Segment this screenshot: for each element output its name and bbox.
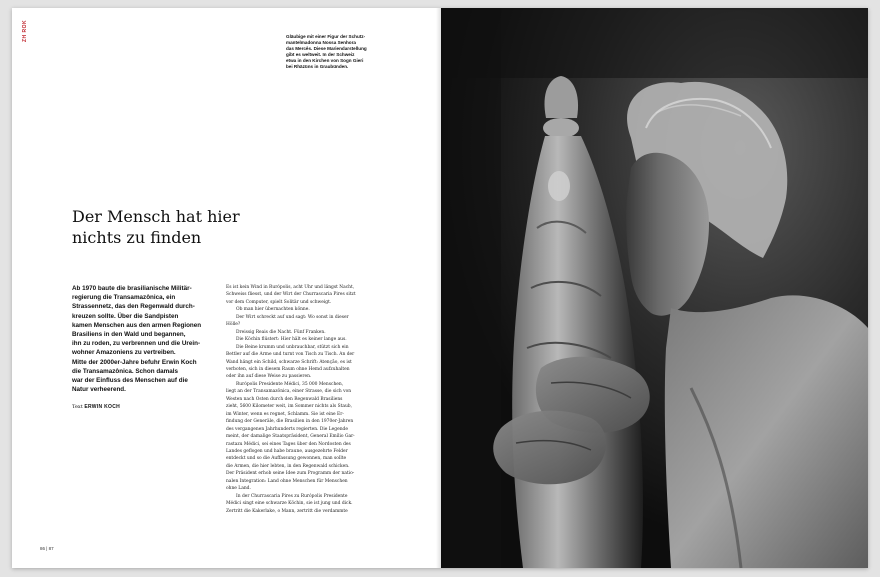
- photo-caption: [286, 34, 406, 71]
- body-line: zieht, 5600 Kilometer weit, im Sommer nichts als Staub,: [226, 404, 352, 410]
- page-numbers: 86 | 87: [40, 546, 54, 551]
- caption-line: bei Rhäzüns in Graubünden.: [286, 64, 349, 70]
- body-line: Médici singt eine schwarze Köchin, sie ist jung und dick.: [226, 501, 353, 507]
- body-line: die Armen, die hier lebten, in den Regenwald schicken.: [226, 463, 350, 469]
- lead-line: ihn zu roden, zu verbrennen und die Urein-: [72, 340, 201, 348]
- caption-line: mantelmadonna Nossa Senhora: [286, 40, 356, 46]
- body-line: findung der Generäle, die Brasilien in den 1970er-Jahren: [226, 419, 354, 425]
- left-page: [12, 8, 441, 568]
- caption-line: etwa in den Kirchen von Sogn Gieri: [286, 58, 364, 64]
- body-line: In der Churrascaria Pires zu Rurópolis Presidente: [236, 493, 348, 499]
- body-line: Schweiss fliesst, und der Wirt der Churrascaria Pires sitzt: [226, 292, 356, 298]
- lead-line: Natur verheerend.: [72, 386, 126, 394]
- statue-face: [548, 171, 570, 201]
- article-body: [226, 284, 394, 515]
- body-line: im Winter, wenn es regnet, Schlamm. Sie ist eine Er-: [226, 411, 344, 417]
- body-line: Hölle?: [226, 322, 241, 328]
- shirt-shape: [665, 295, 868, 568]
- hand-lower: [493, 411, 606, 485]
- lead-line: regierung die Transamazônica, ein: [72, 294, 176, 302]
- caption-line: das Mercês. Diese Mariendarstellung: [286, 46, 367, 52]
- body-line: Dreissig Reais die Nacht. Fünf Franken.: [236, 329, 326, 335]
- byline-prefix: Text: [72, 404, 83, 410]
- lead-line: war der Einfluss des Menschen auf die: [72, 377, 188, 385]
- body-line: Landes geflogen und habe braune, ausgezehrte Felder: [226, 448, 348, 454]
- lead-line: Strassennetz, das den Regenwald durch-: [72, 303, 195, 311]
- body-line: Die Beine krumm und unbrauchbar, stützt sich ein: [236, 344, 349, 350]
- body-line: verboten, sich in diesem Raum ohne Hemd aufzuhalten: [226, 366, 350, 372]
- body-line: Zertritt die Kakerlake, o Mann, zertritt die verdammte: [226, 508, 348, 514]
- body-line: rastazu Médici, sei eines Tages über den Nordosten des: [226, 441, 351, 447]
- body-line: entdeckt und so die Auffassung gewonnen, man sollte: [226, 456, 347, 462]
- headline-line: nichts zu finden: [72, 228, 202, 247]
- headline-line: Der Mensch hat hier: [72, 207, 240, 226]
- body-line: Westen nach Osten durch den Regenwald Brasiliens: [226, 396, 343, 402]
- body-line: vor dem Computer, spielt Solitär und schweigt.: [226, 299, 332, 305]
- magazine-spread: [12, 8, 868, 568]
- woman-with-madonna-photo: [441, 8, 868, 568]
- body-line: oder ihn auf diese Weise zu passieren.: [226, 374, 312, 380]
- caption-line: Gläubige mit einer Figur der Schutz-: [286, 34, 366, 39]
- body-line: nalen Integration: Land ohne Menschen für Menschen: [226, 478, 348, 484]
- caption-line: gibt es weltweit. In der Schweiz: [286, 52, 355, 58]
- body-line: ohne Land.: [226, 486, 251, 492]
- byline-author: ERWIN KOCH: [84, 404, 121, 410]
- lead-line: wohner Amazoniens zu vertreiben.: [72, 349, 176, 357]
- article-headline: [72, 206, 312, 248]
- lead-line: Ab 1970 baute die brasilianische Militär-: [72, 285, 192, 292]
- body-line: des vergangenen Jahrhunderts regierten. Die Legende: [226, 426, 348, 432]
- body-line: Wand hängt ein Schild, schwarze Schrift: Atenção, es ist: [226, 359, 352, 365]
- lead-line: Mitte der 2000er-Jahre befuhr Erwin Koch: [72, 358, 197, 366]
- body-line: meint, der damalige Staatspräsident, General Emílio Gar-: [226, 434, 355, 440]
- byline: [72, 404, 120, 410]
- body-line: Ob man hier übernachten könne.: [236, 307, 310, 313]
- body-line: Die Köchin flüstert: Hier hält es keiner lange aus.: [236, 337, 347, 343]
- body-line: Der Präsident erhob seine Idee zum Programm der natio-: [226, 471, 355, 477]
- article-lead: [72, 284, 242, 394]
- section-label: ZH ROK: [22, 19, 28, 42]
- body-line: Rurópolis Presidente Médici, 35 000 Menschen,: [236, 381, 344, 387]
- body-line: Der Wirt schreckt auf und sagt: Wo sonst in dieser: [236, 314, 349, 320]
- body-line: Es ist kein Wind in Rurópolis, acht Uhr und längst Nacht,: [226, 285, 355, 290]
- body-line: Bettler auf die Arme und turnt von Tisch zu Tisch. An der: [226, 352, 355, 358]
- lead-line: die Transamazônica. Schon damals: [72, 367, 179, 375]
- lead-line: kreuzen sollte. Über die Sandpisten: [72, 312, 179, 320]
- right-page-photo: [441, 8, 868, 568]
- lead-line: kamen Menschen aus den armen Regionen: [72, 321, 202, 329]
- body-line: liegt an der Transamazônica, einer Strasse, die sich von: [226, 389, 352, 395]
- lead-line: Brasiliens in den Wald und begannen,: [72, 331, 186, 339]
